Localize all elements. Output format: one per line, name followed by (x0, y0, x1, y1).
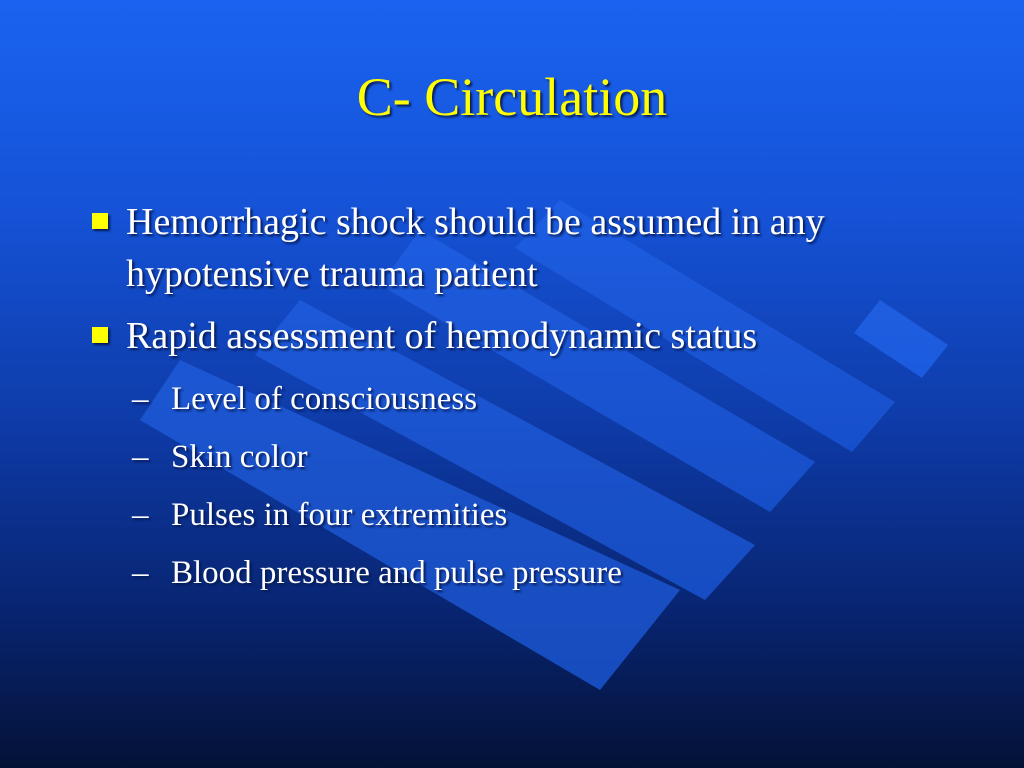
sub-bullet-text: Blood pressure and pulse pressure (171, 555, 622, 591)
sub-bullet-list (86, 370, 946, 602)
dash-bullet-icon: – (132, 381, 149, 417)
sub-bullet-text: Skin color (171, 439, 308, 475)
sub-bullet-item (86, 486, 946, 544)
square-bullet-icon (92, 213, 108, 229)
sub-bullet-text: Pulses in four extremities (171, 497, 508, 533)
bullet-text: Rapid assessment of hemodynamic status (126, 315, 758, 357)
sub-bullet-text: Level of consciousness (171, 381, 478, 417)
sub-bullet-item (86, 544, 946, 602)
slide-title: C- Circulation (356, 67, 668, 127)
square-bullet-icon (92, 327, 108, 343)
bullet-list (86, 196, 946, 602)
bullet-item (86, 310, 946, 362)
dash-bullet-icon: – (132, 439, 149, 475)
bullet-text: Hemorrhagic shock should be assumed in any hypotensive trauma patient (126, 201, 825, 295)
dash-bullet-icon: – (132, 497, 149, 533)
bullet-item (86, 196, 946, 300)
sub-bullet-item (86, 428, 946, 486)
dash-bullet-icon: – (132, 555, 149, 591)
sub-bullet-item (86, 370, 946, 428)
